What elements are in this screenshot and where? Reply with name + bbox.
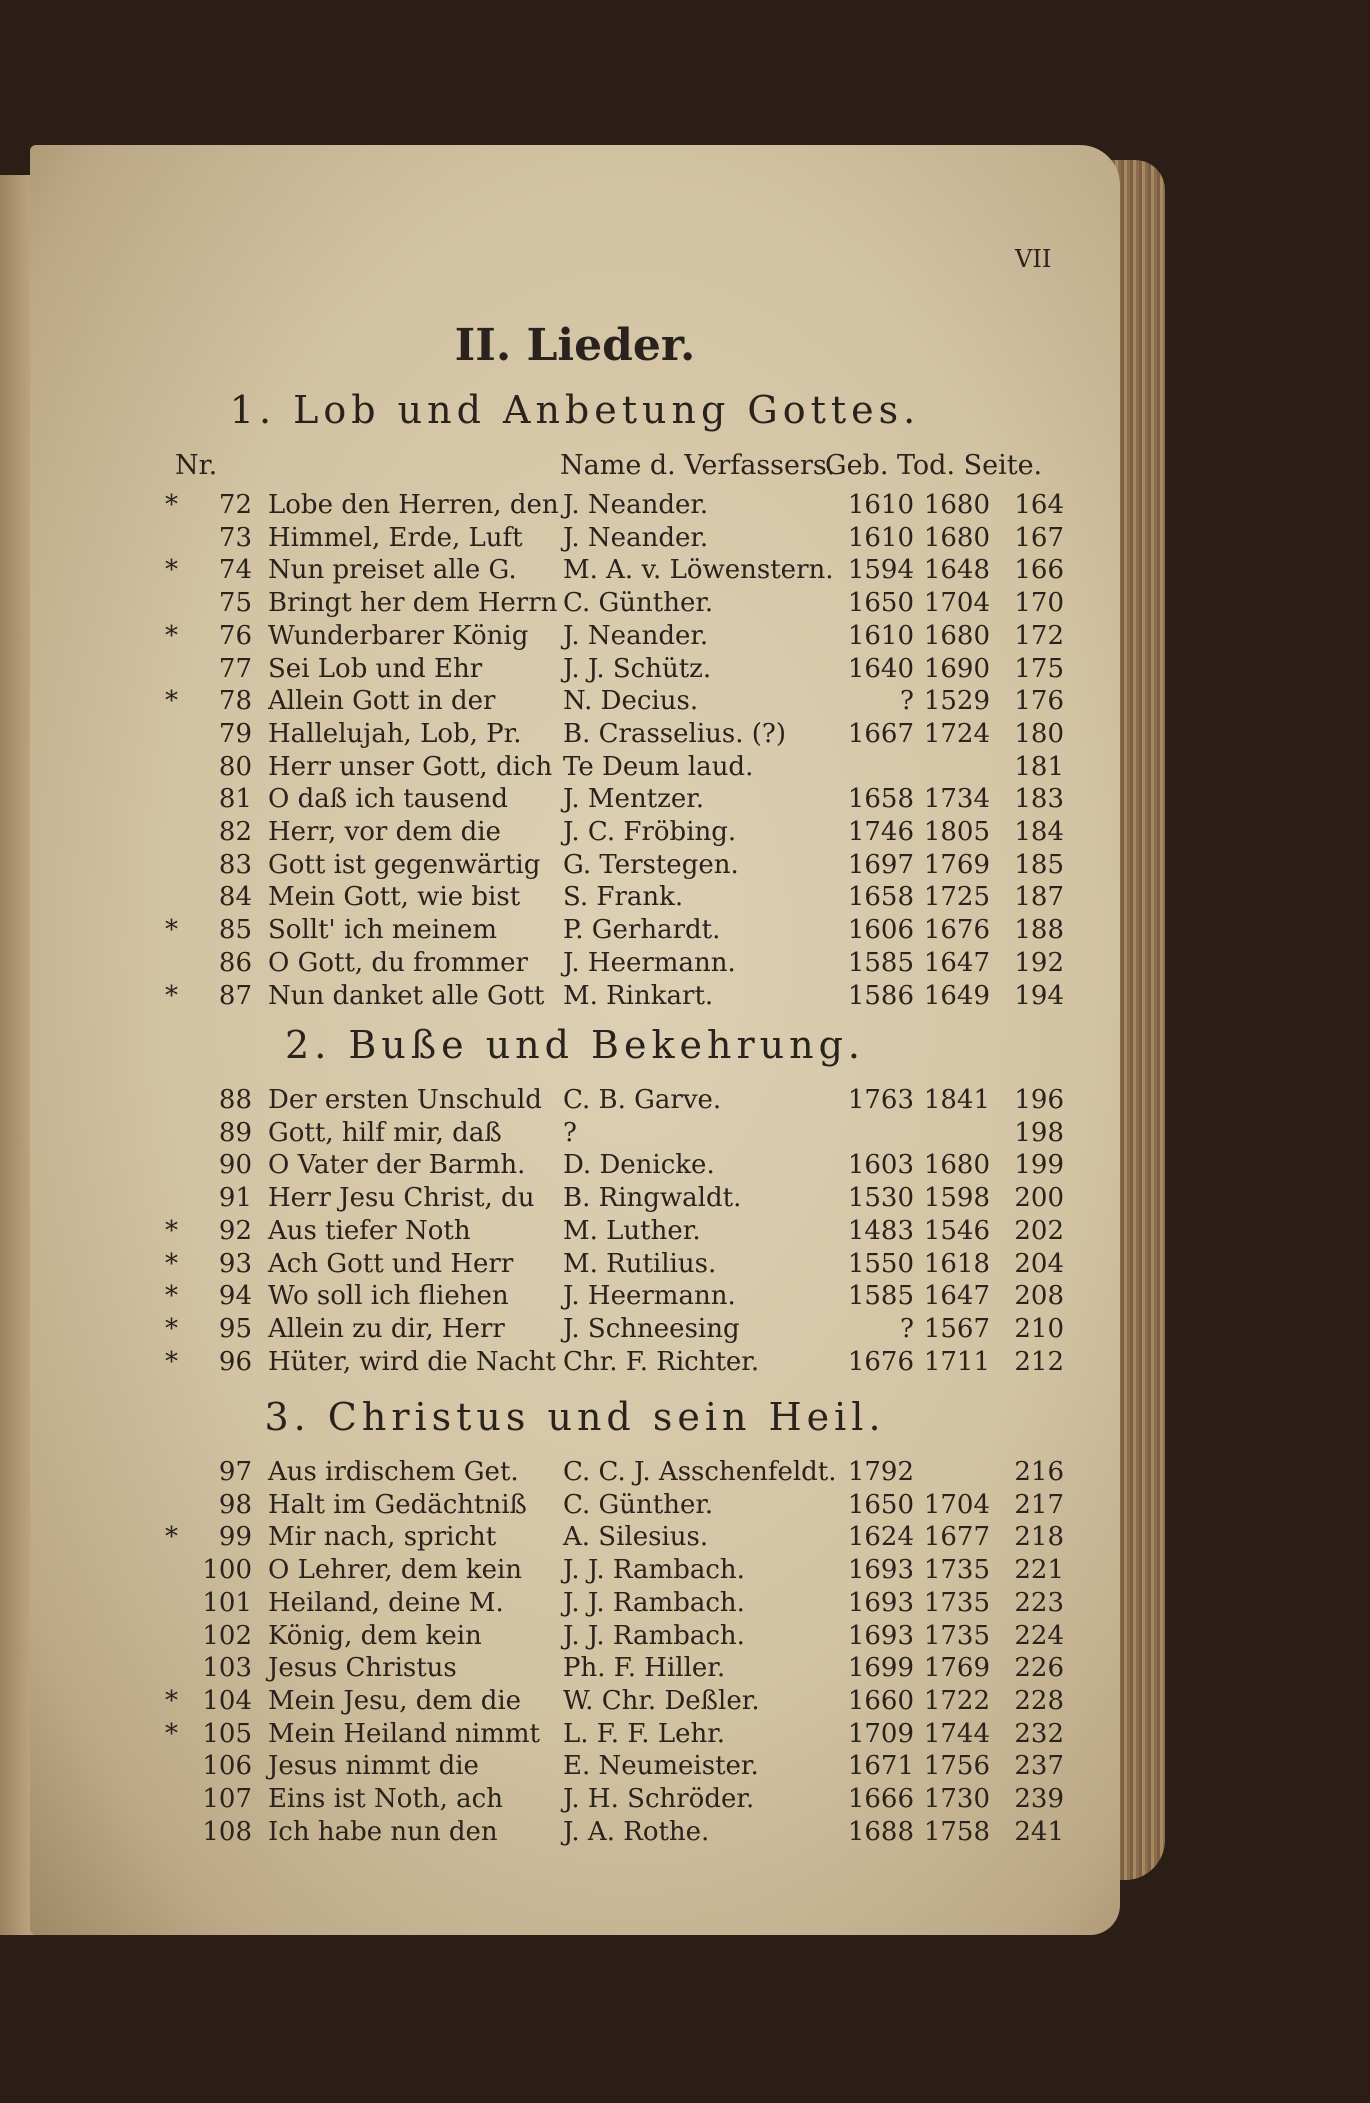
- birth-year: 1594: [847, 555, 914, 586]
- hymn-row: [30, 1183, 1120, 1215]
- hymn-number: 89: [218, 1117, 252, 1148]
- hymn-number: 106: [202, 1751, 252, 1782]
- death-year: 1769: [923, 849, 990, 880]
- death-year: 1546: [923, 1215, 990, 1246]
- birth-year: 1640: [847, 653, 914, 684]
- hymn-number: 72: [218, 490, 252, 520]
- author-name: J. J. Rambach.: [563, 1620, 745, 1651]
- death-year: 1676: [923, 915, 990, 946]
- death-year: 1756: [923, 1751, 990, 1782]
- page-ref: 221: [1014, 1555, 1064, 1586]
- hymn-title: Ich habe nun den: [268, 1816, 498, 1847]
- starred-mark: *: [165, 1718, 178, 1749]
- author-name: P. Gerhardt.: [563, 915, 721, 946]
- starred-mark: *: [165, 490, 178, 520]
- death-year: 1735: [923, 1587, 990, 1618]
- hymn-title: Allein Gott in der: [268, 686, 496, 717]
- hymn-number: 81: [218, 784, 252, 815]
- page-ref: 175: [1014, 653, 1064, 684]
- hymn-row: [30, 1784, 1120, 1816]
- author-name: B. Crasselius. (?): [563, 718, 787, 749]
- starred-mark: *: [165, 1281, 178, 1312]
- death-year: 1724: [923, 718, 990, 749]
- hymn-number: 73: [218, 522, 252, 553]
- page-ref: 216: [1014, 1457, 1064, 1487]
- page-ref: 184: [1014, 817, 1064, 847]
- author-name: J. J. Schütz.: [563, 653, 712, 684]
- author-name: ?: [563, 1117, 577, 1148]
- hymn-number: 103: [202, 1653, 252, 1684]
- hymn-title: Nun danket alle Gott: [268, 980, 545, 1011]
- hymn-row: [30, 1314, 1120, 1346]
- author-name: N. Decius.: [563, 686, 699, 717]
- hymn-number: 95: [218, 1313, 252, 1344]
- page-ref: 226: [1014, 1653, 1064, 1684]
- hymn-number: 93: [218, 1248, 252, 1279]
- page-ref: 228: [1014, 1685, 1064, 1716]
- birth-year: ?: [900, 686, 914, 717]
- death-year: 1704: [923, 588, 990, 619]
- hymn-title: Lobe den Herren, den: [268, 490, 559, 520]
- hymn-number: 92: [218, 1215, 252, 1246]
- author-name: J. Neander.: [563, 620, 709, 651]
- hymn-row: [30, 588, 1120, 620]
- starred-mark: *: [165, 1313, 178, 1344]
- page-ref: 187: [1014, 882, 1064, 913]
- hymn-number: 98: [218, 1489, 252, 1520]
- author-name: J. A. Rothe.: [563, 1816, 710, 1847]
- hymn-row: [30, 490, 1120, 522]
- hymn-number: 88: [218, 1085, 252, 1115]
- death-year: 1735: [923, 1555, 990, 1586]
- birth-year: 1550: [847, 1248, 914, 1279]
- author-name: C. Günther.: [563, 588, 714, 619]
- hymn-row: [30, 784, 1120, 816]
- hymn-number: 76: [218, 620, 252, 651]
- author-name: M. Luther.: [563, 1215, 701, 1246]
- starred-mark: *: [165, 915, 178, 946]
- hymn-title: Der ersten Unschuld: [268, 1085, 542, 1115]
- hymn-row: [30, 1118, 1120, 1150]
- hymn-title: Allein zu dir, Herr: [268, 1313, 505, 1344]
- page-ref: 170: [1014, 588, 1064, 619]
- hymn-row: [30, 1457, 1120, 1489]
- hymn-number: 78: [218, 686, 252, 717]
- hymn-title: Mir nach, spricht: [268, 1522, 497, 1553]
- page-ref: 218: [1014, 1522, 1064, 1553]
- hymn-row: [30, 654, 1120, 686]
- hymn-number: 107: [202, 1784, 252, 1814]
- hymn-number: 108: [202, 1816, 252, 1847]
- hymn-row: [30, 523, 1120, 555]
- page-ref: 176: [1014, 686, 1064, 717]
- page-ref: 223: [1014, 1587, 1064, 1618]
- hymn-title: Gott ist gegenwärtig: [268, 849, 541, 880]
- section-title: 2. Buße und Bekehrung.: [285, 1023, 865, 1067]
- death-year: 1758: [923, 1816, 990, 1847]
- hymn-title: Himmel, Erde, Luft: [268, 522, 523, 553]
- birth-year: 1693: [847, 1587, 914, 1618]
- author-name: J. Heermann.: [563, 947, 736, 978]
- author-name: M. Rutilius.: [563, 1248, 717, 1279]
- author-name: J. Schneesing: [563, 1313, 740, 1344]
- death-year: 1711: [923, 1346, 990, 1377]
- page-ref: 183: [1014, 784, 1064, 815]
- death-year: 1618: [923, 1248, 990, 1279]
- birth-year: 1658: [847, 882, 914, 913]
- hymn-number: 83: [218, 849, 252, 880]
- page-ref: 192: [1014, 947, 1064, 978]
- author-name: Ph. F. Hiller.: [563, 1653, 726, 1684]
- birth-year: 1660: [847, 1685, 914, 1716]
- birth-year: 1746: [847, 817, 914, 847]
- hymn-row: [30, 1588, 1120, 1620]
- death-year: 1725: [923, 882, 990, 913]
- birth-year: 1671: [847, 1751, 914, 1782]
- hymn-row: [30, 1150, 1120, 1182]
- hymn-row: [30, 1653, 1120, 1685]
- hymn-number: 97: [218, 1457, 252, 1487]
- hymn-row: [30, 850, 1120, 882]
- author-name: B. Ringwaldt.: [563, 1183, 742, 1214]
- hymn-number: 84: [218, 882, 252, 913]
- hymn-number: 75: [218, 588, 252, 619]
- author-name: J. Heermann.: [563, 1281, 736, 1312]
- hymn-row: [30, 1490, 1120, 1522]
- birth-year: 1610: [847, 490, 914, 520]
- hymn-row: [30, 1216, 1120, 1248]
- hymn-number: 99: [218, 1522, 252, 1553]
- hymn-number: 87: [218, 980, 252, 1011]
- hymn-number: 74: [218, 555, 252, 586]
- page-ref: 172: [1014, 620, 1064, 651]
- hymn-title: O Gott, du frommer: [268, 947, 528, 978]
- page-ref: 210: [1014, 1313, 1064, 1344]
- hymn-number: 104: [202, 1685, 252, 1716]
- starred-mark: *: [165, 1215, 178, 1246]
- hymn-number: 94: [218, 1281, 252, 1312]
- hymn-title: Jesus Christus: [268, 1653, 457, 1684]
- hymn-row: [30, 981, 1120, 1013]
- birth-year: 1603: [847, 1150, 914, 1181]
- author-name: W. Chr. Deßler.: [563, 1685, 760, 1716]
- hymn-title: Heiland, deine M.: [268, 1587, 504, 1618]
- hymn-row: [30, 1751, 1120, 1783]
- hymn-number: 86: [218, 947, 252, 978]
- birth-year: 1697: [847, 849, 914, 880]
- page-ref: 196: [1014, 1085, 1064, 1115]
- death-year: 1841: [923, 1085, 990, 1115]
- author-name: M. A. v. Löwenstern.: [563, 555, 834, 586]
- hymn-title: Herr, vor dem die: [268, 817, 501, 847]
- author-name: G. Terstegen.: [563, 849, 739, 880]
- hymn-title: O daß ich tausend: [268, 784, 509, 815]
- birth-year: 1585: [847, 1281, 914, 1312]
- hymn-row: [30, 1621, 1120, 1653]
- hymn-row: [30, 882, 1120, 914]
- hymn-title: Jesus nimmt die: [268, 1751, 479, 1782]
- hymn-row: [30, 1686, 1120, 1718]
- hymn-title: O Lehrer, dem kein: [268, 1555, 523, 1586]
- hymn-row: [30, 915, 1120, 947]
- death-year: 1744: [923, 1718, 990, 1749]
- birth-year: 1693: [847, 1555, 914, 1586]
- author-name: C. C. J. Asschenfeldt.: [563, 1457, 837, 1487]
- page-ref: 204: [1014, 1248, 1064, 1279]
- author-name: C. B. Garve.: [563, 1085, 722, 1115]
- death-year: 1734: [923, 784, 990, 815]
- hymn-row: [30, 817, 1120, 849]
- death-year: 1647: [923, 1281, 990, 1312]
- death-year: 1722: [923, 1685, 990, 1716]
- hymn-title: Nun preiset alle G.: [268, 555, 517, 586]
- hymn-title: Hüter, wird die Nacht: [268, 1346, 556, 1377]
- death-year: 1680: [923, 620, 990, 651]
- page-ref: 198: [1014, 1117, 1064, 1148]
- death-year: 1680: [923, 490, 990, 520]
- death-year: 1730: [923, 1784, 990, 1814]
- birth-year: 1666: [847, 1784, 914, 1814]
- section-title: 1. Lob und Anbetung Gottes.: [229, 388, 921, 432]
- hymn-title: Herr unser Gott, dich: [268, 751, 553, 782]
- death-year: 1704: [923, 1489, 990, 1520]
- birth-year: 1606: [847, 915, 914, 946]
- hymn-row: [30, 555, 1120, 587]
- hymn-row: [30, 752, 1120, 784]
- hymn-title: Sollt' ich meinem: [268, 915, 497, 946]
- author-name: J. J. Rambach.: [563, 1555, 745, 1586]
- section-title: 3. Christus und sein Heil.: [264, 1395, 886, 1439]
- birth-year: 1792: [847, 1457, 914, 1487]
- death-year: 1680: [923, 1150, 990, 1181]
- author-name: J. C. Fröbing.: [563, 817, 737, 847]
- death-year: 1598: [923, 1183, 990, 1214]
- birth-year: 1658: [847, 784, 914, 815]
- col-header-name: Name d. Verfassers.: [560, 450, 836, 481]
- page-ref: 185: [1014, 849, 1064, 880]
- hymn-row: [30, 1249, 1120, 1281]
- birth-year: 1624: [847, 1522, 914, 1553]
- hymn-number: 80: [218, 751, 252, 782]
- birth-year: 1586: [847, 980, 914, 1011]
- hymn-row: [30, 1522, 1120, 1554]
- death-year: 1805: [923, 817, 990, 847]
- hymn-title: König, dem kein: [268, 1620, 482, 1651]
- death-year: 1680: [923, 522, 990, 553]
- page-ref: 167: [1014, 522, 1064, 553]
- hymn-title: Ach Gott und Herr: [268, 1248, 514, 1279]
- hymn-number: 85: [218, 915, 252, 946]
- page-ref: 202: [1014, 1215, 1064, 1246]
- birth-year: ?: [900, 1313, 914, 1344]
- author-name: J. Mentzer.: [563, 784, 705, 815]
- hymn-title: Wo soll ich fliehen: [268, 1281, 509, 1312]
- page-ref: 188: [1014, 915, 1064, 946]
- birth-year: 1688: [847, 1816, 914, 1847]
- hymn-row: [30, 1281, 1120, 1313]
- hymn-row: [30, 1555, 1120, 1587]
- page-ref: 224: [1014, 1620, 1064, 1651]
- author-name: A. Silesius.: [563, 1522, 709, 1553]
- birth-year: 1483: [847, 1215, 914, 1246]
- starred-mark: *: [165, 555, 178, 586]
- page-ref: 166: [1014, 555, 1064, 586]
- hymn-number: 82: [218, 817, 252, 847]
- death-year: 1690: [923, 653, 990, 684]
- author-name: S. Frank.: [563, 882, 684, 913]
- hymn-title: Bringt her dem Herrn: [268, 588, 558, 619]
- birth-year: 1699: [847, 1653, 914, 1684]
- author-name: J. Neander.: [563, 490, 709, 520]
- hymn-title: Herr Jesu Christ, du: [268, 1183, 535, 1214]
- hymn-title: Gott, hilf mir, daß: [268, 1117, 502, 1148]
- page-ref: 208: [1014, 1281, 1064, 1312]
- hymn-title: Halt im Gedächtniß: [268, 1489, 527, 1520]
- starred-mark: *: [165, 620, 178, 651]
- page-ref: 241: [1014, 1816, 1064, 1847]
- hymn-number: 79: [218, 718, 252, 749]
- birth-year: 1676: [847, 1346, 914, 1377]
- hymn-row: [30, 686, 1120, 718]
- death-year: 1529: [923, 686, 990, 717]
- hymn-number: 100: [202, 1555, 252, 1586]
- hymn-row: [30, 1085, 1120, 1117]
- death-year: 1649: [923, 980, 990, 1011]
- starred-mark: *: [165, 686, 178, 717]
- hymn-title: Mein Jesu, dem die: [268, 1685, 522, 1716]
- author-name: L. F. F. Lehr.: [563, 1718, 726, 1749]
- starred-mark: *: [165, 980, 178, 1011]
- hymn-number: 90: [218, 1150, 252, 1181]
- hymn-number: 101: [202, 1587, 252, 1618]
- page-ref: 180: [1014, 718, 1064, 749]
- hymn-row: [30, 948, 1120, 980]
- hymn-title: Aus irdischem Get.: [268, 1457, 519, 1487]
- page-ref: 232: [1014, 1718, 1064, 1749]
- hymn-row: [30, 1719, 1120, 1751]
- page-ref: 217: [1014, 1489, 1064, 1520]
- hymn-title: Aus tiefer Noth: [268, 1215, 471, 1246]
- page-title: II. Lieder.: [454, 320, 696, 371]
- col-header-nr: Nr.: [175, 450, 218, 481]
- hymn-row: [30, 719, 1120, 751]
- starred-mark: *: [165, 1522, 178, 1553]
- hymn-row: [30, 1347, 1120, 1379]
- birth-year: 1530: [847, 1183, 914, 1214]
- hymn-title: Hallelujah, Lob, Pr.: [268, 718, 522, 749]
- page-ref: 199: [1014, 1150, 1064, 1181]
- death-year: 1735: [923, 1620, 990, 1651]
- hymn-title: O Vater der Barmh.: [268, 1150, 526, 1181]
- author-name: J. J. Rambach.: [563, 1587, 745, 1618]
- starred-mark: *: [165, 1685, 178, 1716]
- author-name: J. Neander.: [563, 522, 709, 553]
- hymn-row: [30, 1817, 1120, 1849]
- birth-year: 1693: [847, 1620, 914, 1651]
- author-name: C. Günther.: [563, 1489, 714, 1520]
- hymn-number: 77: [218, 653, 252, 684]
- death-year: 1567: [923, 1313, 990, 1344]
- death-year: 1647: [923, 947, 990, 978]
- page-ref: 237: [1014, 1751, 1064, 1782]
- starred-mark: *: [165, 1346, 178, 1377]
- birth-year: 1650: [847, 588, 914, 619]
- hymn-title: Mein Gott, wie bist: [268, 882, 521, 913]
- page-ref: 212: [1014, 1346, 1064, 1377]
- hymn-title: Sei Lob und Ehr: [268, 653, 483, 684]
- book-page: [30, 145, 1120, 1935]
- page-ref: 200: [1014, 1183, 1064, 1214]
- hymn-title: Mein Heiland nimmt: [268, 1718, 540, 1749]
- author-name: E. Neumeister.: [563, 1751, 759, 1782]
- hymn-title: Eins ist Noth, ach: [268, 1784, 503, 1814]
- page-ref: 194: [1014, 980, 1064, 1011]
- page-ref: 181: [1014, 751, 1064, 782]
- birth-year: 1610: [847, 620, 914, 651]
- birth-year: 1709: [847, 1718, 914, 1749]
- hymn-title: Wunderbarer König: [268, 620, 529, 651]
- birth-year: 1610: [847, 522, 914, 553]
- hymn-number: 105: [202, 1718, 252, 1749]
- birth-year: 1585: [847, 947, 914, 978]
- hymn-number: 91: [218, 1183, 252, 1214]
- death-year: 1769: [923, 1653, 990, 1684]
- col-header-years: Geb. Tod. Seite.: [825, 450, 1043, 481]
- hymn-number: 102: [202, 1620, 252, 1651]
- page-ref: 164: [1014, 490, 1064, 520]
- author-name: J. H. Schröder.: [563, 1784, 755, 1814]
- author-name: Te Deum laud.: [563, 751, 754, 782]
- birth-year: 1763: [847, 1085, 914, 1115]
- author-name: M. Rinkart.: [563, 980, 714, 1011]
- author-name: Chr. F. Richter.: [563, 1346, 760, 1377]
- starred-mark: *: [165, 1248, 178, 1279]
- author-name: D. Denicke.: [563, 1150, 715, 1181]
- page-number: VII: [1015, 245, 1052, 273]
- hymn-row: [30, 621, 1120, 653]
- birth-year: 1650: [847, 1489, 914, 1520]
- birth-year: 1667: [847, 718, 914, 749]
- hymn-number: 96: [218, 1346, 252, 1377]
- page-ref: 239: [1014, 1784, 1064, 1814]
- death-year: 1648: [923, 555, 990, 586]
- death-year: 1677: [923, 1522, 990, 1553]
